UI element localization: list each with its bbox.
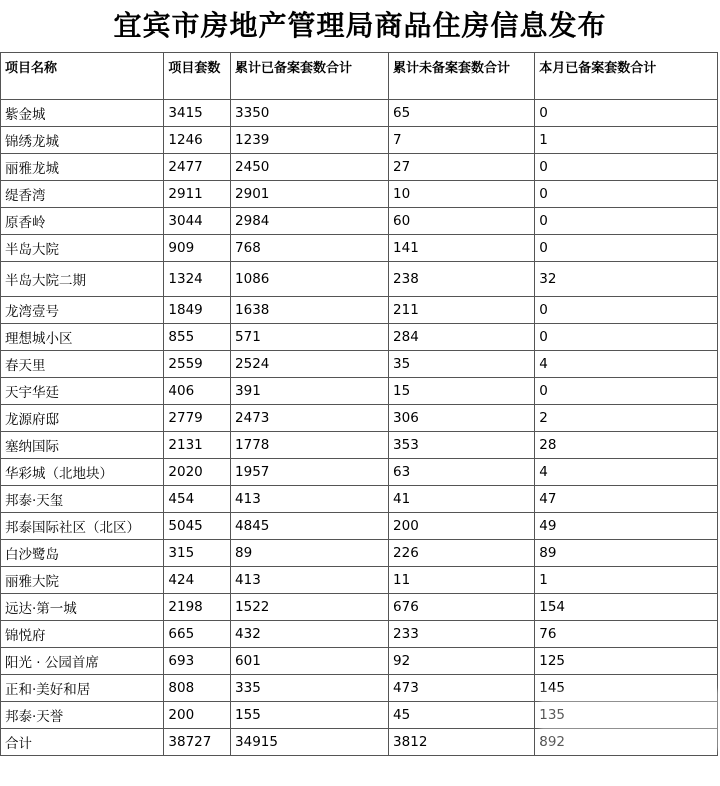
- cell-cumulative-registered: 3350: [231, 100, 389, 127]
- cell-month-registered: 1: [535, 567, 718, 594]
- cell-cumulative-registered: 571: [231, 324, 389, 351]
- cell-total-units: 2779: [164, 405, 231, 432]
- cell-total-units: 808: [164, 675, 231, 702]
- table-row: [1, 378, 718, 405]
- table-row: [1, 297, 718, 324]
- table-row: [1, 100, 718, 127]
- cell-project-name: 半岛大院: [1, 235, 164, 262]
- table-row: [1, 181, 718, 208]
- table-row: [1, 405, 718, 432]
- cell-project-name: 缇香湾: [1, 181, 164, 208]
- table-row: [1, 351, 718, 378]
- cell-cumulative-unregistered: 7: [389, 127, 535, 154]
- cell-total-units: 665: [164, 621, 231, 648]
- cell-project-name: 塞纳国际: [1, 432, 164, 459]
- cell-cumulative-unregistered: 63: [389, 459, 535, 486]
- cell-total-units: 2911: [164, 181, 231, 208]
- cell-cumulative-unregistered: 200: [389, 513, 535, 540]
- cell-cumulative-unregistered: 233: [389, 621, 535, 648]
- cell-month-registered: 892: [535, 729, 718, 756]
- cell-total-units: 1246: [164, 127, 231, 154]
- cell-project-name: 邦泰·天玺: [1, 486, 164, 513]
- cell-cumulative-unregistered: 60: [389, 208, 535, 235]
- cell-month-registered: 154: [535, 594, 718, 621]
- cell-month-registered: 125: [535, 648, 718, 675]
- cell-cumulative-registered: 1239: [231, 127, 389, 154]
- cell-cumulative-unregistered: 306: [389, 405, 535, 432]
- cell-cumulative-registered: 2450: [231, 154, 389, 181]
- cell-total-units: 2559: [164, 351, 231, 378]
- cell-project-name: 白沙鹭岛: [1, 540, 164, 567]
- cell-cumulative-registered: 2473: [231, 405, 389, 432]
- housing-table: [0, 52, 718, 756]
- cell-cumulative-registered: 335: [231, 675, 389, 702]
- cell-total-units: 315: [164, 540, 231, 567]
- cell-total-units: 2198: [164, 594, 231, 621]
- cell-total-units: 2131: [164, 432, 231, 459]
- cell-total-units: 1849: [164, 297, 231, 324]
- cell-cumulative-unregistered: 3812: [389, 729, 535, 756]
- cell-total-units: 5045: [164, 513, 231, 540]
- cell-project-name: 邦泰·天誉: [1, 702, 164, 729]
- cell-cumulative-unregistered: 41: [389, 486, 535, 513]
- header-cumulative-unregistered: 累计未备案套数合计: [389, 53, 535, 100]
- cell-project-name: 合计: [1, 729, 164, 756]
- header-row: [1, 53, 718, 100]
- table-row: [1, 127, 718, 154]
- cell-month-registered: 89: [535, 540, 718, 567]
- cell-total-units: 3415: [164, 100, 231, 127]
- cell-total-units: 406: [164, 378, 231, 405]
- cell-total-units: 2477: [164, 154, 231, 181]
- cell-cumulative-registered: 2984: [231, 208, 389, 235]
- table-row: [1, 675, 718, 702]
- cell-month-registered: 0: [535, 208, 718, 235]
- cell-total-units: 454: [164, 486, 231, 513]
- cell-total-units: 424: [164, 567, 231, 594]
- table-row: [1, 621, 718, 648]
- cell-month-registered: 1: [535, 127, 718, 154]
- cell-project-name: 春天里: [1, 351, 164, 378]
- header-month-registered: 本月已备案套数合计: [535, 53, 718, 100]
- table-row: [1, 567, 718, 594]
- cell-cumulative-registered: 1638: [231, 297, 389, 324]
- cell-month-registered: 2: [535, 405, 718, 432]
- cell-cumulative-registered: 2901: [231, 181, 389, 208]
- cell-total-units: 909: [164, 235, 231, 262]
- cell-project-name: 理想城小区: [1, 324, 164, 351]
- cell-cumulative-registered: 155: [231, 702, 389, 729]
- table-row: [1, 154, 718, 181]
- table-row: [1, 262, 718, 297]
- cell-cumulative-registered: 2524: [231, 351, 389, 378]
- cell-month-registered: 0: [535, 154, 718, 181]
- cell-project-name: 丽雅龙城: [1, 154, 164, 181]
- cell-cumulative-registered: 89: [231, 540, 389, 567]
- header-total-units: 项目套数: [164, 53, 231, 100]
- cell-month-registered: 0: [535, 297, 718, 324]
- cell-total-units: 855: [164, 324, 231, 351]
- cell-project-name: 阳光 · 公园首席: [1, 648, 164, 675]
- cell-cumulative-unregistered: 238: [389, 262, 535, 297]
- cell-month-registered: 0: [535, 235, 718, 262]
- cell-month-registered: 0: [535, 100, 718, 127]
- cell-cumulative-registered: 1957: [231, 459, 389, 486]
- cell-cumulative-unregistered: 284: [389, 324, 535, 351]
- table-row: [1, 324, 718, 351]
- cell-cumulative-unregistered: 211: [389, 297, 535, 324]
- cell-cumulative-unregistered: 92: [389, 648, 535, 675]
- cell-cumulative-unregistered: 11: [389, 567, 535, 594]
- cell-cumulative-registered: 413: [231, 486, 389, 513]
- cell-cumulative-unregistered: 676: [389, 594, 535, 621]
- cell-cumulative-registered: 1778: [231, 432, 389, 459]
- cell-month-registered: 145: [535, 675, 718, 702]
- table-row: [1, 702, 718, 729]
- cell-cumulative-unregistered: 10: [389, 181, 535, 208]
- cell-project-name: 龙湾壹号: [1, 297, 164, 324]
- cell-month-registered: 76: [535, 621, 718, 648]
- cell-month-registered: 135: [535, 702, 718, 729]
- cell-month-registered: 0: [535, 324, 718, 351]
- cell-month-registered: 47: [535, 486, 718, 513]
- table-row: [1, 513, 718, 540]
- cell-cumulative-registered: 768: [231, 235, 389, 262]
- cell-month-registered: 4: [535, 351, 718, 378]
- table-row: [1, 540, 718, 567]
- total-row: [1, 729, 718, 756]
- cell-project-name: 锦悦府: [1, 621, 164, 648]
- cell-cumulative-unregistered: 45: [389, 702, 535, 729]
- cell-month-registered: 0: [535, 181, 718, 208]
- cell-cumulative-unregistered: 15: [389, 378, 535, 405]
- cell-project-name: 华彩城（北地块）: [1, 459, 164, 486]
- cell-month-registered: 28: [535, 432, 718, 459]
- cell-project-name: 半岛大院二期: [1, 262, 164, 297]
- cell-month-registered: 4: [535, 459, 718, 486]
- cell-cumulative-registered: 413: [231, 567, 389, 594]
- cell-project-name: 紫金城: [1, 100, 164, 127]
- cell-project-name: 丽雅大院: [1, 567, 164, 594]
- cell-cumulative-unregistered: 27: [389, 154, 535, 181]
- cell-cumulative-unregistered: 473: [389, 675, 535, 702]
- cell-month-registered: 49: [535, 513, 718, 540]
- cell-project-name: 天宇华廷: [1, 378, 164, 405]
- cell-cumulative-unregistered: 353: [389, 432, 535, 459]
- table-row: [1, 235, 718, 262]
- cell-project-name: 正和·美好和居: [1, 675, 164, 702]
- cell-cumulative-unregistered: 141: [389, 235, 535, 262]
- cell-total-units: 693: [164, 648, 231, 675]
- cell-month-registered: 32: [535, 262, 718, 297]
- cell-total-units: 2020: [164, 459, 231, 486]
- table-row: [1, 486, 718, 513]
- cell-project-name: 锦绣龙城: [1, 127, 164, 154]
- page-title: 宜宾市房地产管理局商品住房信息发布: [113, 9, 607, 42]
- table-row: [1, 648, 718, 675]
- table-row: [1, 459, 718, 486]
- cell-cumulative-registered: 1522: [231, 594, 389, 621]
- cell-project-name: 远达·第一城: [1, 594, 164, 621]
- cell-cumulative-unregistered: 65: [389, 100, 535, 127]
- table-row: [1, 208, 718, 235]
- cell-cumulative-registered: 391: [231, 378, 389, 405]
- cell-project-name: 原香岭: [1, 208, 164, 235]
- header-cumulative-registered: 累计已备案套数合计: [231, 53, 389, 100]
- table-body: [1, 100, 718, 756]
- cell-total-units: 3044: [164, 208, 231, 235]
- cell-total-units: 38727: [164, 729, 231, 756]
- table-row: [1, 432, 718, 459]
- cell-total-units: 200: [164, 702, 231, 729]
- header-project-name: 项目名称: [1, 53, 164, 100]
- cell-cumulative-unregistered: 226: [389, 540, 535, 567]
- cell-cumulative-registered: 4845: [231, 513, 389, 540]
- table-row: [1, 594, 718, 621]
- cell-total-units: 1324: [164, 262, 231, 297]
- cell-cumulative-unregistered: 35: [389, 351, 535, 378]
- cell-project-name: 龙源府邸: [1, 405, 164, 432]
- cell-cumulative-registered: 1086: [231, 262, 389, 297]
- cell-month-registered: 0: [535, 378, 718, 405]
- cell-cumulative-registered: 601: [231, 648, 389, 675]
- cell-cumulative-registered: 34915: [231, 729, 389, 756]
- cell-cumulative-registered: 432: [231, 621, 389, 648]
- cell-project-name: 邦泰国际社区（北区）: [1, 513, 164, 540]
